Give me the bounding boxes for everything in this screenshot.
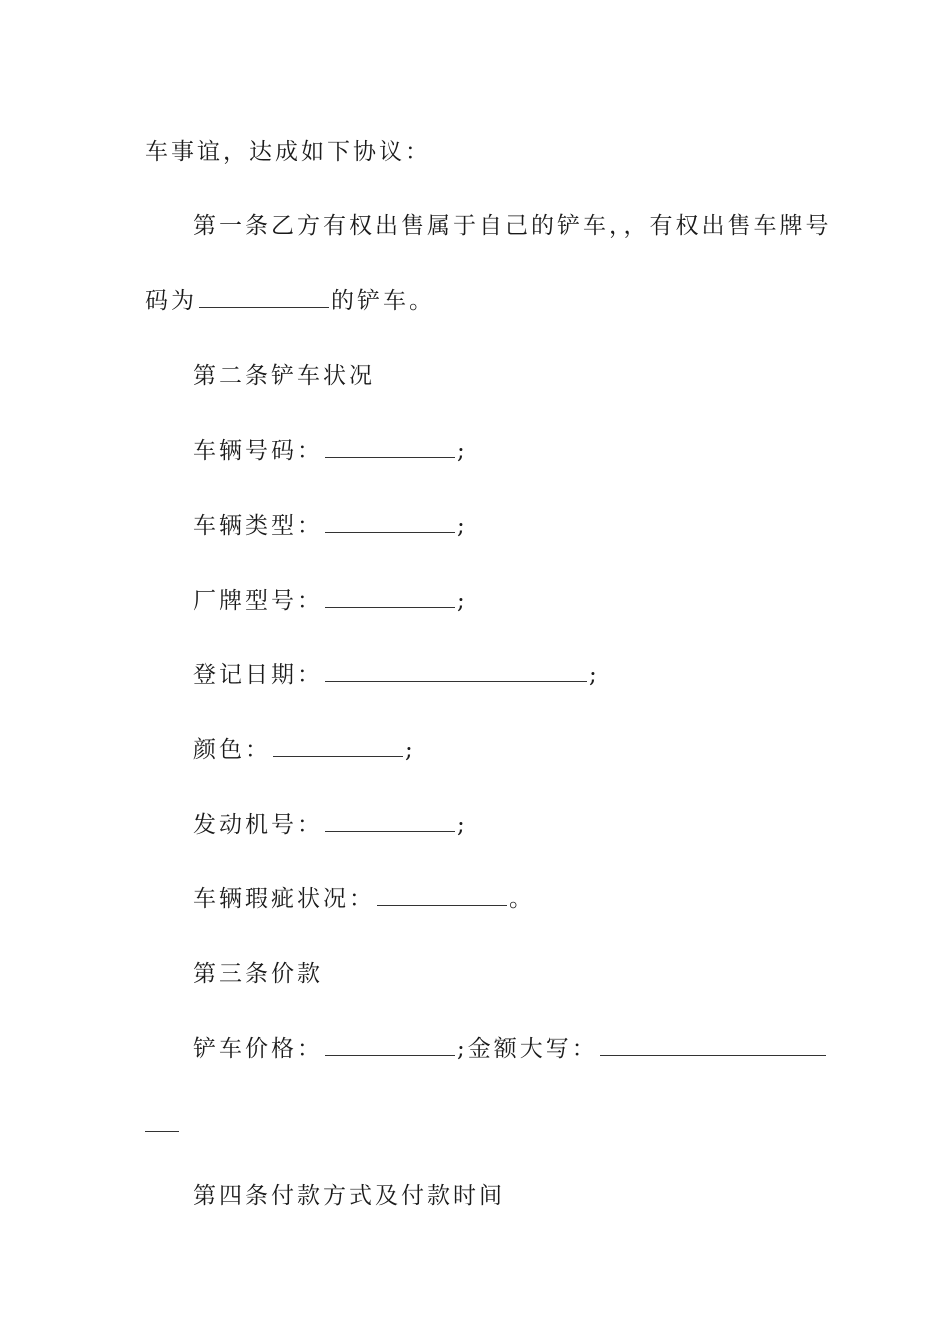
semicolon: ;	[457, 513, 468, 539]
article-1-prefix: 码为	[145, 288, 197, 314]
article-1-line-1	[193, 212, 832, 240]
engine-number-label: 发动机号：	[193, 812, 323, 838]
brand-model-label: 厂牌型号：	[193, 588, 323, 614]
intro-text: 车事谊，达成如下协议：	[145, 139, 431, 165]
vehicle-number-label: 车辆号码：	[193, 438, 323, 464]
vehicle-type-label: 车辆类型：	[193, 513, 323, 539]
amount-words-blank-continuation	[145, 1131, 179, 1132]
engine-number-blank	[325, 811, 455, 832]
article-3-title	[193, 960, 323, 988]
article-4-title	[193, 1182, 505, 1210]
defects-label: 车辆瑕疵状况：	[193, 886, 375, 912]
color-label: 颜色：	[193, 737, 271, 763]
intro-line	[145, 138, 431, 166]
color-row	[193, 736, 416, 764]
defects-row	[193, 885, 535, 913]
article-2-title	[193, 362, 375, 390]
brand-model-row	[193, 587, 468, 615]
plate-number-blank	[199, 287, 329, 308]
vehicle-type-blank	[325, 512, 455, 533]
article-1-suffix: 的铲车。	[331, 288, 435, 314]
semicolon: ;	[405, 737, 416, 763]
defects-blank	[377, 885, 507, 906]
amount-words-label: 金额大写：	[467, 1036, 598, 1062]
semicolon: ;	[457, 812, 468, 838]
period: 。	[509, 886, 535, 912]
article-1-text: 第一条乙方有权出售属于自己的铲车，，有权出售车牌号	[193, 213, 832, 239]
engine-number-row	[193, 811, 468, 839]
price-blank	[325, 1035, 455, 1056]
semicolon: ;	[457, 1036, 468, 1062]
vehicle-number-blank	[325, 437, 455, 458]
vehicle-number-row	[193, 437, 468, 465]
amount-words-blank	[600, 1035, 826, 1056]
registration-date-row	[193, 661, 600, 689]
article-2-title-text: 第二条铲车状况	[193, 363, 375, 389]
semicolon: ;	[457, 588, 468, 614]
article-4-title-text: 第四条付款方式及付款时间	[193, 1183, 505, 1209]
brand-model-blank	[325, 587, 455, 608]
semicolon: ;	[457, 438, 468, 464]
price-label: 铲车价格：	[193, 1036, 323, 1062]
semicolon: ;	[589, 662, 600, 688]
price-row	[193, 1035, 828, 1063]
article-3-title-text: 第三条价款	[193, 961, 323, 987]
registration-date-blank	[325, 661, 587, 682]
article-1-line-2	[145, 287, 435, 315]
registration-date-label: 登记日期：	[193, 662, 323, 688]
color-blank	[273, 736, 403, 757]
vehicle-type-row	[193, 512, 468, 540]
